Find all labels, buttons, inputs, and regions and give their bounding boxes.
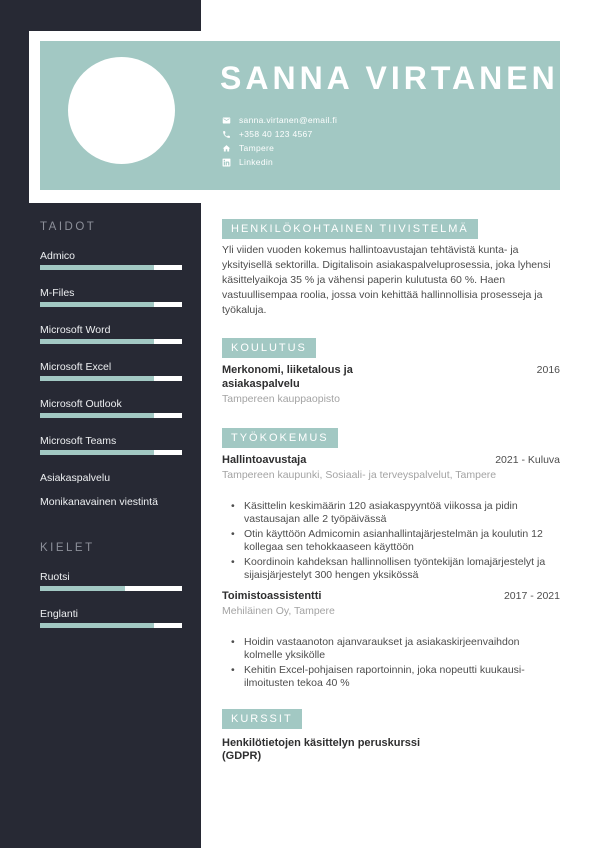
language-bar-fill xyxy=(40,586,125,591)
contact-block xyxy=(222,113,337,169)
skill-item-word xyxy=(40,324,182,344)
experience-entry xyxy=(222,590,560,690)
skill-bar-track xyxy=(40,450,182,455)
contact-location xyxy=(222,141,337,155)
section-summary xyxy=(222,219,560,318)
skill-label: Microsoft Word xyxy=(40,324,111,336)
section-experience xyxy=(222,428,560,690)
skill-item-outlook xyxy=(40,398,182,418)
phone-icon xyxy=(222,130,231,139)
skill-label: Monikanavainen viestintä xyxy=(40,496,158,508)
summary-section-chip: HENKILÖKOHTAINEN TIIVISTELMÄ xyxy=(222,219,478,239)
section-education xyxy=(222,338,560,407)
language-label: Englanti xyxy=(40,608,78,620)
skill-bar-track xyxy=(40,376,182,381)
skill-label: Asiakaspalvelu xyxy=(40,472,111,484)
home-icon xyxy=(222,144,231,153)
skill-label: Microsoft Outlook xyxy=(40,398,122,410)
education-entry-head xyxy=(222,364,560,391)
skill-label: Microsoft Excel xyxy=(40,361,112,373)
experience-date: 2021 - Kuluva xyxy=(495,453,560,466)
experience-org: Mehiläinen Oy, Tampere xyxy=(222,605,335,617)
section-courses xyxy=(222,709,560,764)
education-degree: Merkonomi, liiketalous ja asiakaspalvelu xyxy=(222,364,353,390)
course-name: Henkilötietojen käsittelyn peruskurssi (GDPR) xyxy=(222,736,421,762)
skill-item-excel xyxy=(40,361,182,381)
experience-bullet: • Kehitin Excel-pohjaisen raportoinnin, joka nopeutti kuukausi-ilmoitusten tekoa 40 % xyxy=(231,664,560,690)
experience-date: 2017 - 2021 xyxy=(503,589,560,602)
skill-bar-track xyxy=(40,302,182,307)
contact-phone-text: +358 40 123 4567 xyxy=(239,129,313,139)
language-bar-track xyxy=(40,586,182,591)
skills-heading: TAIDOT xyxy=(40,221,97,233)
experience-bullet: • Käsittelin keskimäärin 120 asiakaspyyntöä viikossa ja pidin vastausajan alle 2 työpäivässä xyxy=(231,500,560,526)
skill-bar-fill xyxy=(40,339,154,344)
skill-item-admico xyxy=(40,250,182,270)
skill-bar-fill xyxy=(40,265,154,270)
skill-bar-fill xyxy=(40,450,154,455)
contact-email[interactable] xyxy=(222,113,337,127)
contact-phone[interactable] xyxy=(222,127,337,141)
skill-bar-fill xyxy=(40,302,154,307)
skill-label: Microsoft Teams xyxy=(40,435,117,447)
linkedin-icon xyxy=(222,158,231,167)
language-label: Ruotsi xyxy=(40,571,70,583)
experience-section-chip: TYÖKOKEMUS xyxy=(222,428,338,448)
language-item-ruotsi xyxy=(40,571,182,591)
skill-item-asiakaspalvelu xyxy=(40,472,182,485)
main-column xyxy=(222,219,560,764)
education-date: 2016 xyxy=(536,364,560,376)
contact-email-text: sanna.virtanen@email.fi xyxy=(239,115,338,125)
skill-bar-fill xyxy=(40,376,154,381)
experience-bullet: • Koordinoin kahdeksan hallinnollisen työntekijän lomajärjestelyt ja sijaisjärjestelyt 300 hengen yksikössä xyxy=(231,556,560,582)
avatar xyxy=(68,57,175,164)
skill-label: Admico xyxy=(40,250,76,262)
skill-item-viestinta xyxy=(40,496,182,509)
experience-entry-head xyxy=(222,454,560,468)
skill-item-mfiles xyxy=(40,287,182,307)
experience-org: Tampereen kaupunki, Sosiaali- ja terveyspalvelut, Tampere xyxy=(222,469,497,481)
education-section-chip: KOULUTUS xyxy=(222,338,316,358)
skill-label: M-Files xyxy=(40,287,75,299)
experience-entry-head xyxy=(222,590,560,604)
skill-bar-track xyxy=(40,265,182,270)
skill-bar-fill xyxy=(40,413,154,418)
experience-bullet-list xyxy=(222,500,560,582)
contact-location-text: Tampere xyxy=(239,143,275,153)
language-bar-track xyxy=(40,623,182,628)
language-bar-fill xyxy=(40,623,154,628)
language-item-englanti xyxy=(40,608,182,628)
skill-item-teams xyxy=(40,435,182,455)
skill-bar-track xyxy=(40,339,182,344)
experience-role: Toimistoassistentti xyxy=(222,589,322,602)
spacer xyxy=(40,520,182,542)
experience-bullet: • Hoidin vastaanoton ajanvaraukset ja asiakaskirjeenvaihdon kolmelle yksikölle xyxy=(231,636,560,662)
sidebar-content xyxy=(40,221,182,645)
contact-linkedin[interactable] xyxy=(222,155,337,169)
skill-bar-track xyxy=(40,413,182,418)
summary-text: Yli viiden vuoden kokemus hallintoavustajan tehtävistä kunta- ja yksityisellä sektorilla. Digitalisoin asiakaspalveluprosessia, joka lyhensi käsittelyaikoja 35 % ja vähensi paperin kulutusta 60 %. Haen vastuullisempaa roolia, jossa voin kehittää hallinnollisia prosesseja ja työkaluja. xyxy=(222,244,551,316)
contact-linkedin-text: Linkedin xyxy=(239,157,274,167)
experience-role: Hallintoavustaja xyxy=(222,453,307,466)
education-school: Tampereen kauppaopisto xyxy=(222,393,340,405)
page-title: SANNA VIRTANEN xyxy=(220,60,559,96)
experience-entry xyxy=(222,454,560,582)
experience-bullet: • Otin käyttöön Admicomin asianhallintajärjestelmän ja koulutin 12 kollegaa sen tehokkaaseen käyttöön xyxy=(231,528,560,554)
experience-bullet-list xyxy=(222,636,560,690)
languages-heading: KIELET xyxy=(40,542,95,554)
courses-section-chip: KURSSIT xyxy=(222,709,302,729)
email-icon xyxy=(222,116,231,125)
